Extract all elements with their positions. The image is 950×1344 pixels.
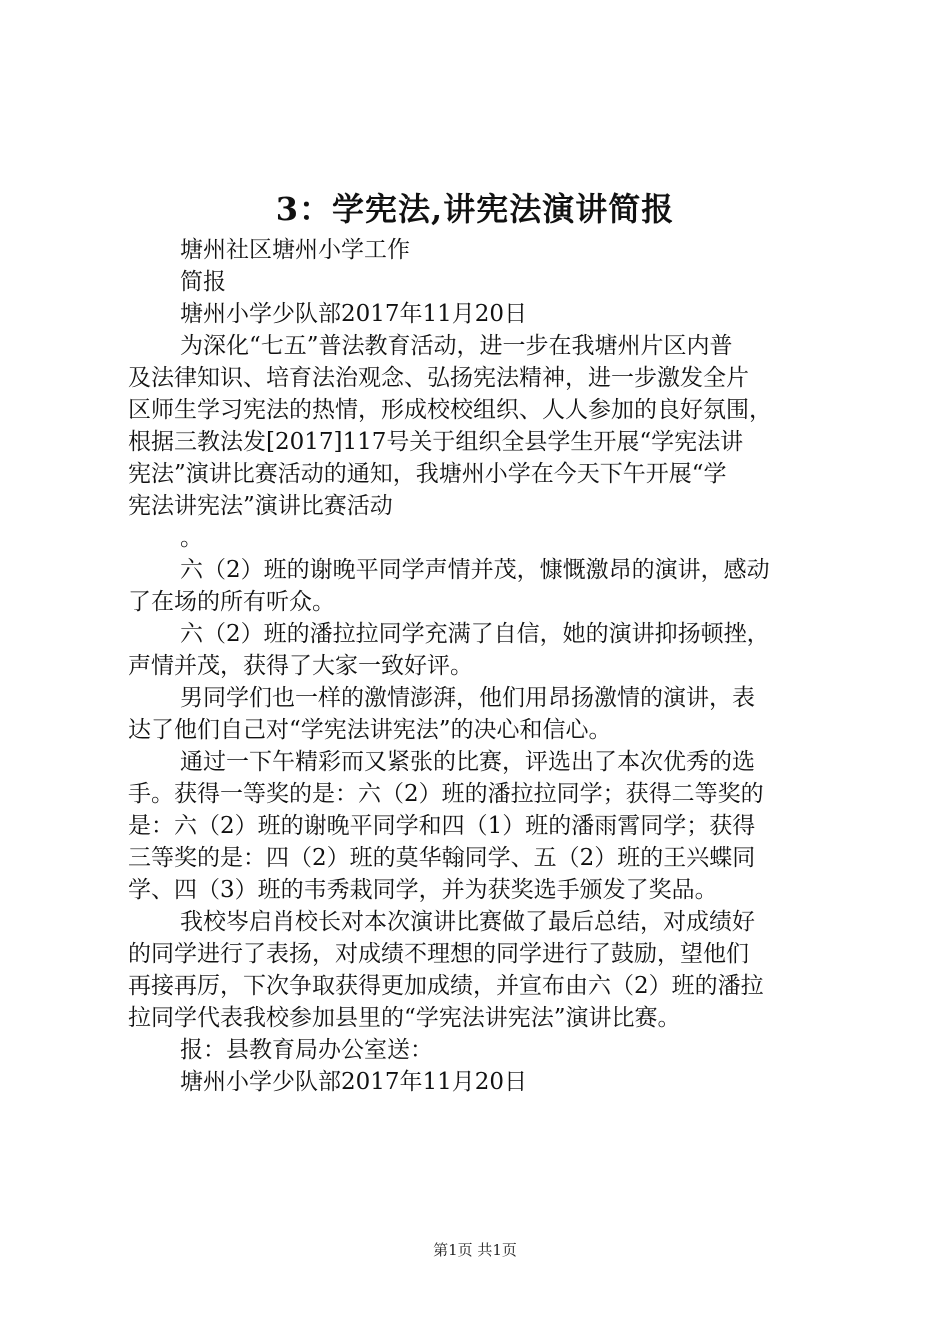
text-line: 三等奖的是：四（2）班的莫华翰同学、五（2）班的王兴蝶同	[128, 845, 756, 871]
text-line: 手。获得一等奖的是：六（2）班的潘拉拉同学；获得二等奖的	[128, 781, 764, 807]
text-line: 六（2）班的潘拉拉同学充满了自信，她的演讲抑扬顿挫，	[180, 621, 770, 647]
text-line: 男同学们也一样的激情澎湃，他们用昂扬激情的演讲，表	[180, 685, 755, 711]
text-line: 拉同学代表我校参加县里的“学宪法讲宪法”演讲比赛。	[128, 1005, 681, 1031]
text-line: 六（2）班的谢晚平同学声情并茂，慷慨激昂的演讲，感动	[180, 557, 770, 583]
text-line: 的同学进行了表扬，对成绩不理想的同学进行了鼓励，望他们	[128, 941, 749, 967]
text-line: 简报	[180, 269, 226, 295]
text-line: 区师生学习宪法的热情，形成校校组织、人人参加的良好氛围，	[128, 397, 772, 423]
text-line: 根据三教法发[2017]117号关于组织全县学生开展“学宪法讲	[128, 429, 744, 455]
text-line: 。	[180, 525, 203, 551]
text-line: 塘州小学少队部2017年11月20日	[180, 1069, 528, 1095]
text-line: 报：县教育局办公室送：	[180, 1037, 433, 1063]
document-title: 3：学宪法,讲宪法演讲简报	[275, 190, 675, 228]
text-line: 了在场的所有听众。	[128, 589, 335, 615]
text-line: 及法律知识、培育法治观念、弘扬宪法精神，进一步激发全片	[128, 365, 749, 391]
text-line: 通过一下午精彩而又紧张的比赛，评选出了本次优秀的选	[180, 749, 755, 775]
text-line: 学、四（3）班的韦秀栽同学，并为获奖选手颁发了奖品。	[128, 877, 718, 903]
text-line: 是：六（2）班的谢晚平同学和四（1）班的潘雨霄同学；获得	[128, 813, 756, 839]
text-line: 我校岑启肖校长对本次演讲比赛做了最后总结，对成绩好	[180, 909, 755, 935]
document-body	[128, 234, 834, 1098]
text-line: 宪法讲宪法”演讲比赛活动	[128, 493, 393, 519]
text-line: 塘州社区塘州小学工作	[180, 237, 410, 263]
text-line: 再接再厉，下次争取获得更加成绩，并宣布由六（2）班的潘拉	[128, 973, 764, 999]
text-line: 声情并茂，获得了大家一致好评。	[128, 653, 473, 679]
page-footer: 第1页 共1页	[433, 1241, 517, 1259]
text-line: 为深化“七五”普法教育活动，进一步在我塘州片区内普	[180, 333, 733, 359]
text-line: 宪法”演讲比赛活动的通知，我塘州小学在今天下午开展“学	[128, 461, 727, 487]
text-line: 达了他们自己对“学宪法讲宪法”的决心和信心。	[128, 717, 612, 743]
text-line: 塘州小学少队部2017年11月20日	[180, 301, 528, 327]
